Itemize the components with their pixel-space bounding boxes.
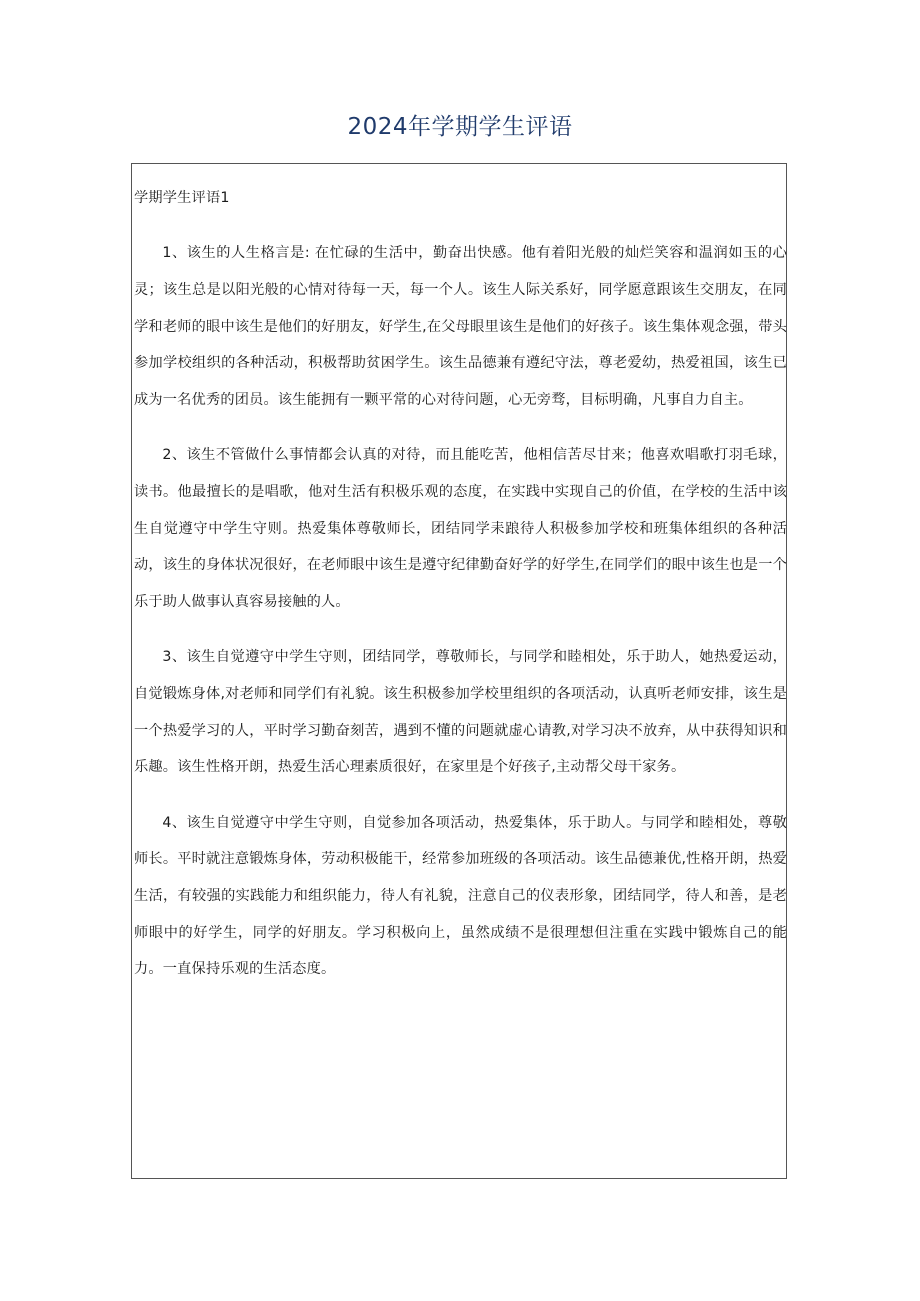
comment-paragraph-1: 1、该生的人生格言是: 在忙碌的生活中，勤奋出快感。他有着阳光般的灿烂笑容和温润如玉的心灵；该生总是以阳光般的心情对待每一天，每一个人。该生人际关系好，同学愿意跟该生交朋友，在同学和老师的眼中该生是他们的好朋友，好学生,在父母眼里该生是他们的好孩子。该生集体观念强，带头参加学校组织的各种活动，积极帮助贫困学生。该生品德兼有遵纪守法，尊老爱幼，热爱祖国，该生已成为一名优秀的团员。该生能拥有一颗平常的心对待问题，心无旁骛，目标明确，凡事自力自主。 bbox=[134, 245, 787, 408]
document-body bbox=[134, 180, 787, 1007]
comment-paragraph-4: 4、该生自觉遵守中学生守则，自觉参加各项活动，热爱集体，乐于助人。与同学和睦相处，尊敬师长。平时就注意锻炼身体，劳动积极能干，经常参加班级的各项活动。该生品德兼优,性格开朗，热爱生活，有较强的实践能力和组织能力，待人有礼貌，注意自己的仪表形象，团结同学，待人和善，是老师眼中的好学生，同学的好朋友。学习积极向上，虽然成绩不是很理想但注重在实践中锻炼自己的能力。一直保持乐观的生活态度。 bbox=[134, 814, 787, 978]
section-heading: 学期学生评语1 bbox=[134, 190, 230, 206]
document-title: 2024年学期学生评语 bbox=[347, 114, 573, 140]
comment-paragraph-3: 3、该生自觉遵守中学生守则，团结同学，尊敬师长，与同学和睦相处，乐于助人，她热爱运动，自觉锻炼身体,对老师和同学们有礼貌。该生积极参加学校里组织的各项活动，认真听老师安排，该生是一个热爱学习的人，平时学习勤奋刻苦，遇到不懂的问题就虚心请教,对学习决不放弃，从中获得知识和乐趣。该生性格开朗，热爱生活心理素质很好，在家里是个好孩子,主动帮父母干家务。 bbox=[134, 649, 787, 776]
heading-spacer bbox=[134, 217, 787, 236]
comment-paragraph-2: 2、该生不管做什么事情都会认真的对待，而且能吃苦，他相信苦尽甘来；他喜欢唱歌打羽毛球，读书。他最擅长的是唱歌，他对生活有积极乐观的态度，在实践中实现自己的价值，在学校的生活中该生自觉遵守中学生守则。热爱集体尊敬师长，团结同学耒踉待人积极参加学校和班集体组织的各种活动，该生的身体状况很好，在老师眼中该生是遵守纪律勤奋好学的好学生,在同学们的眼中该生也是一个乐于助人做事认真容易接触的人。 bbox=[134, 447, 787, 611]
